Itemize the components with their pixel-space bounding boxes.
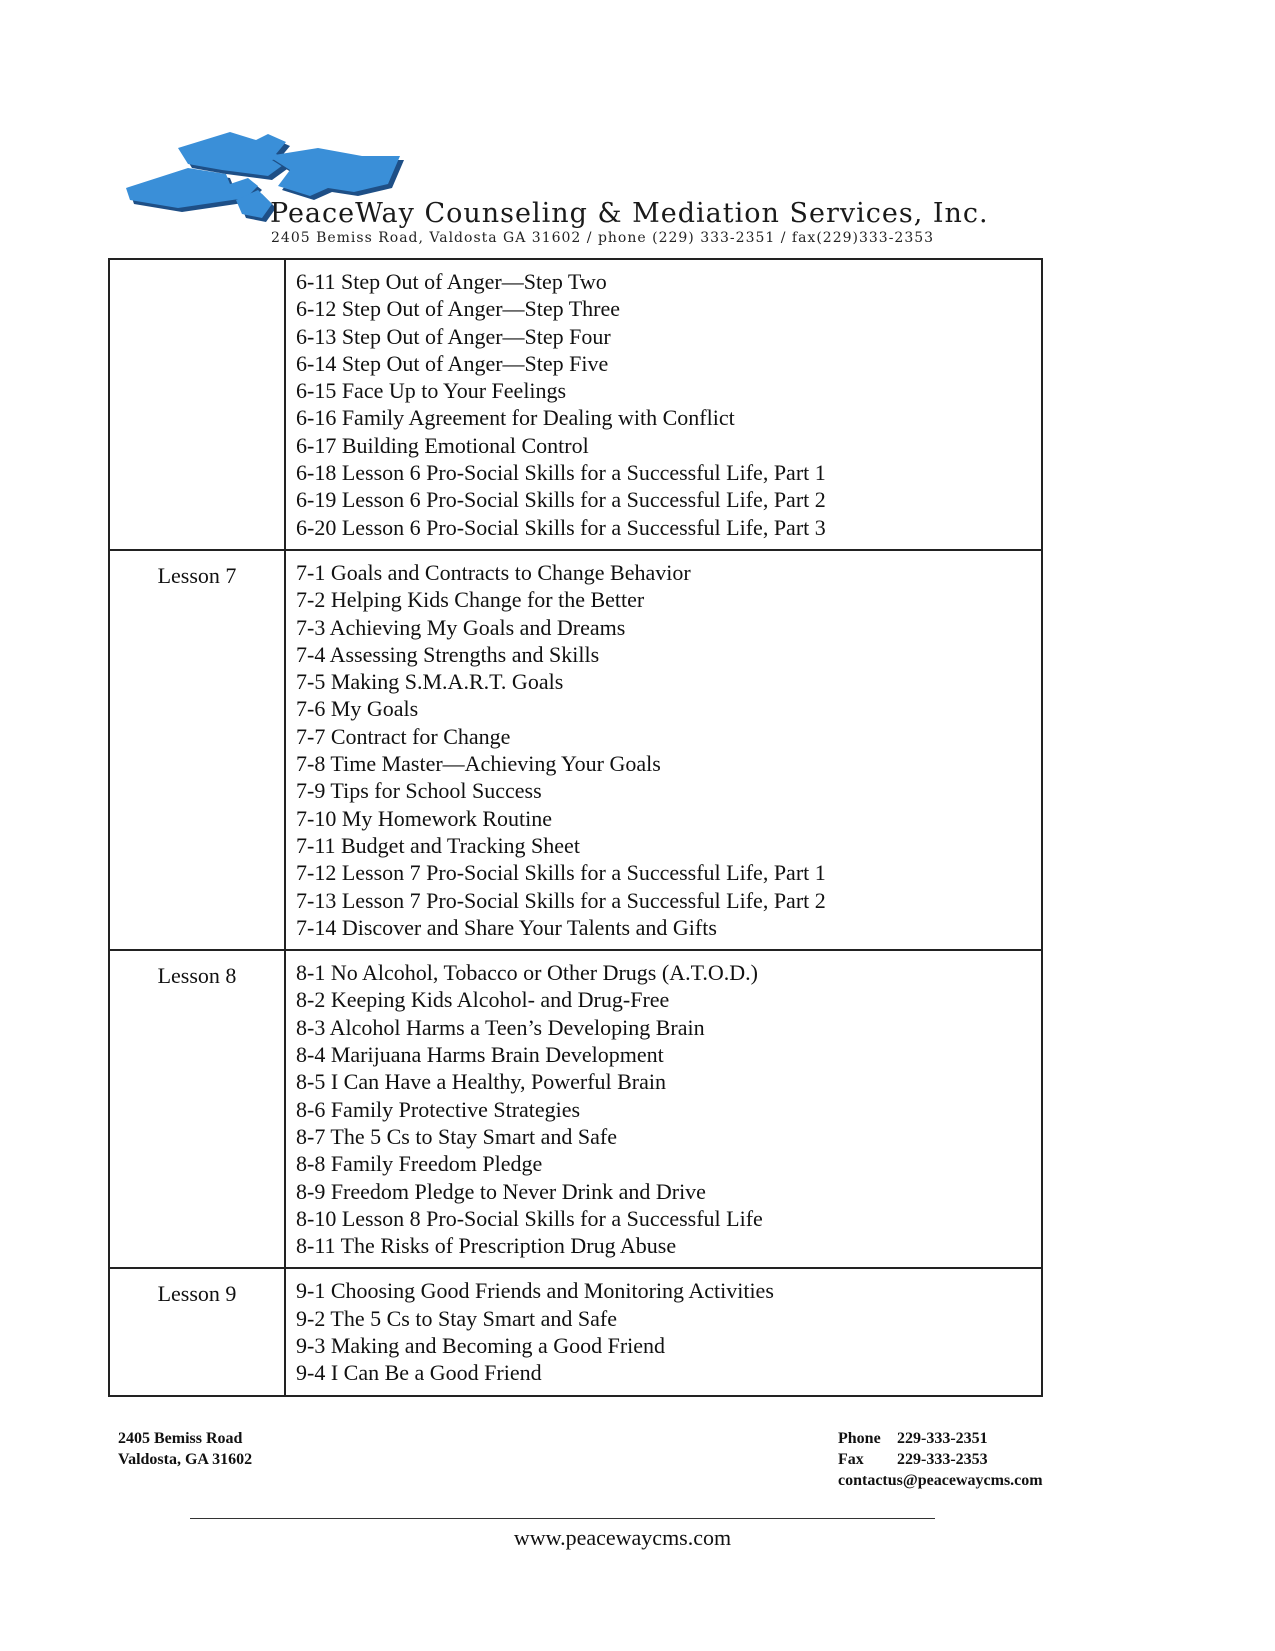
lesson-item: 6-16 Family Agreement for Dealing with Conflict xyxy=(296,405,735,431)
footer-address-line1: 2405 Bemiss Road xyxy=(118,1430,243,1447)
footer-contact xyxy=(838,1428,1043,1491)
lesson-item: 7-7 Contract for Change xyxy=(296,723,511,749)
lesson-items xyxy=(285,1268,1042,1395)
footer-fax: 229-333-2353 xyxy=(897,1451,988,1468)
lesson-items xyxy=(285,950,1042,1268)
organization-name: PeaceWay Counseling & Mediation Services, Inc. xyxy=(270,198,989,229)
lesson-items xyxy=(285,550,1042,950)
lesson-item: 7-10 My Homework Routine xyxy=(296,805,553,831)
lesson-item: 6-19 Lesson 6 Pro-Social Skills for a Successful Life, Part 2 xyxy=(296,487,826,513)
lesson-row xyxy=(109,550,1042,950)
lesson-item: 7-2 Helping Kids Change for the Better xyxy=(296,587,645,613)
lesson-item: 7-12 Lesson 7 Pro-Social Skills for a Successful Life, Part 1 xyxy=(296,860,826,886)
lesson-item: 8-4 Marijuana Harms Brain Development xyxy=(296,1042,664,1068)
footer-phone-label: Phone xyxy=(838,1430,881,1447)
lesson-item: 6-13 Step Out of Anger—Step Four xyxy=(296,323,611,349)
organization-address: 2405 Bemiss Road, Valdosta GA 31602 / phone (229) 333-2351 / fax(229)333-2353 xyxy=(271,230,935,246)
lesson-items xyxy=(285,259,1042,550)
lesson-label: Lesson 7 xyxy=(109,550,285,950)
lesson-item: 7-8 Time Master—Achieving Your Goals xyxy=(296,751,661,777)
footer-email: contactus@peacewaycms.com xyxy=(838,1472,1043,1489)
lesson-item: 6-17 Building Emotional Control xyxy=(296,432,589,458)
lesson-item: 8-10 Lesson 8 Pro-Social Skills for a Successful Life xyxy=(296,1205,763,1231)
footer-divider xyxy=(190,1518,935,1519)
lesson-row xyxy=(109,950,1042,1268)
lesson-item: 8-8 Family Freedom Pledge xyxy=(296,1151,543,1177)
lesson-label: Lesson 9 xyxy=(109,1268,285,1395)
lesson-item: 9-3 Making and Becoming a Good Friend xyxy=(296,1332,666,1358)
lesson-item: 7-11 Budget and Tracking Sheet xyxy=(296,832,580,858)
lesson-item: 6-15 Face Up to Your Feelings xyxy=(296,378,567,404)
lesson-item: 7-14 Discover and Share Your Talents and Gifts xyxy=(296,914,717,940)
lesson-item: 7-9 Tips for School Success xyxy=(296,778,542,804)
lesson-row xyxy=(109,259,1042,550)
lesson-item: 6-11 Step Out of Anger—Step Two xyxy=(296,269,607,294)
footer-phone: 229-333-2351 xyxy=(897,1430,988,1447)
lesson-item: 9-1 Choosing Good Friends and Monitoring Activities xyxy=(296,1278,774,1304)
lesson-item: 7-6 My Goals xyxy=(296,696,419,722)
lesson-item: 7-1 Goals and Contracts to Change Behavior xyxy=(296,559,691,585)
lesson-item: 6-18 Lesson 6 Pro-Social Skills for a Successful Life, Part 1 xyxy=(296,460,826,486)
lesson-item: 9-4 I Can Be a Good Friend xyxy=(296,1360,542,1386)
lesson-row xyxy=(109,1268,1042,1395)
lesson-label: Lesson 8 xyxy=(109,950,285,1268)
lesson-item: 6-14 Step Out of Anger—Step Five xyxy=(296,350,609,376)
footer-phone-row xyxy=(838,1428,1043,1449)
lesson-table xyxy=(108,258,1043,1397)
lesson-item: 8-5 I Can Have a Healthy, Powerful Brain xyxy=(296,1069,667,1095)
lesson-item: 8-11 The Risks of Prescription Drug Abuse xyxy=(296,1233,677,1259)
footer-website: www.peacewaycms.com xyxy=(513,1525,732,1550)
lesson-item: 8-2 Keeping Kids Alcohol- and Drug-Free xyxy=(296,987,670,1013)
lesson-item: 8-6 Family Protective Strategies xyxy=(296,1096,581,1122)
lesson-item: 7-5 Making S.M.A.R.T. Goals xyxy=(296,669,564,695)
footer-fax-label: Fax xyxy=(838,1451,864,1468)
lesson-label xyxy=(109,259,285,550)
lesson-item: 7-4 Assessing Strengths and Skills xyxy=(296,641,600,667)
footer-address-line2: Valdosta, GA 31602 xyxy=(118,1451,253,1468)
lesson-item: 6-12 Step Out of Anger—Step Three xyxy=(296,296,621,322)
lesson-item: 8-3 Alcohol Harms a Teen’s Developing Brain xyxy=(296,1014,705,1040)
lesson-item: 6-20 Lesson 6 Pro-Social Skills for a Successful Life, Part 3 xyxy=(296,514,826,540)
footer-address xyxy=(118,1428,252,1470)
footer-fax-row xyxy=(838,1449,1043,1470)
lesson-item: 9-2 The 5 Cs to Stay Smart and Safe xyxy=(296,1305,617,1331)
lesson-item: 8-1 No Alcohol, Tobacco or Other Drugs (A.T.O.D.) xyxy=(296,960,758,986)
lesson-item: 8-9 Freedom Pledge to Never Drink and Drive xyxy=(296,1178,706,1204)
lesson-item: 8-7 The 5 Cs to Stay Smart and Safe xyxy=(296,1123,617,1149)
lesson-item: 7-13 Lesson 7 Pro-Social Skills for a Successful Life, Part 2 xyxy=(296,887,826,913)
lesson-item: 7-3 Achieving My Goals and Dreams xyxy=(296,614,626,640)
